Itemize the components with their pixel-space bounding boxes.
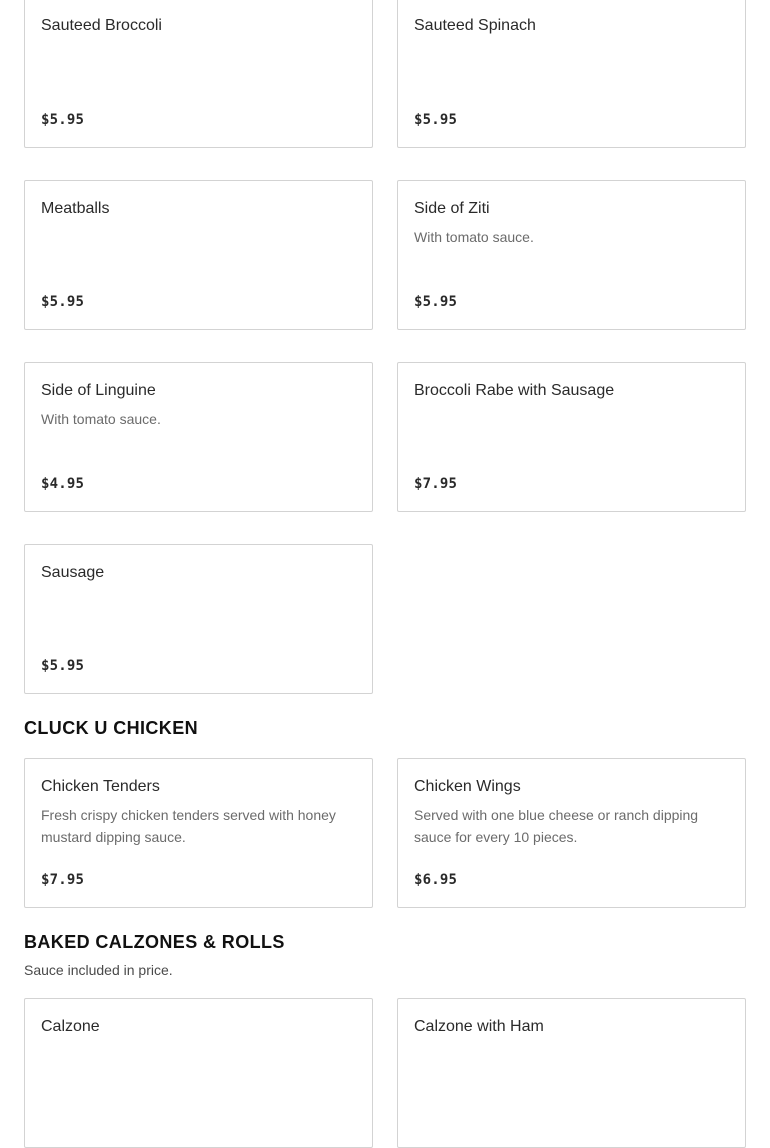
- item-name: Calzone with Ham: [414, 1018, 544, 1035]
- menu-item-card[interactable]: [24, 998, 373, 1148]
- item-description: With tomato sauce.: [414, 229, 534, 245]
- item-price: $7.95: [414, 476, 458, 492]
- chicken-item-grid: [24, 758, 746, 908]
- item-price: $5.95: [41, 658, 85, 674]
- section-title-baked-calzones: BAKED CALZONES & ROLLS: [24, 932, 285, 952]
- item-name: Chicken Tenders: [41, 778, 160, 795]
- menu-item-card[interactable]: [397, 0, 746, 148]
- menu-item-card[interactable]: [24, 758, 373, 908]
- sides-item-grid: [24, 0, 746, 694]
- item-name: Side of Ziti: [414, 200, 490, 217]
- item-name: Side of Linguine: [41, 382, 156, 399]
- item-name: Broccoli Rabe with Sausage: [414, 382, 615, 399]
- menu-item-card[interactable]: [397, 180, 746, 330]
- item-price: $5.95: [41, 294, 85, 310]
- menu-item-card[interactable]: [397, 998, 746, 1148]
- item-price: $5.95: [414, 112, 458, 128]
- item-name: Sausage: [41, 564, 105, 581]
- section-note: Sauce included in price.: [24, 962, 173, 978]
- item-price: $7.95: [41, 872, 85, 888]
- menu-item-card[interactable]: [24, 362, 373, 512]
- calzone-item-grid: [24, 998, 746, 1148]
- item-description: Fresh crispy chicken tenders served with honey mustard dipping sauce.: [41, 807, 336, 845]
- menu-item-card[interactable]: [24, 544, 373, 694]
- item-description: Served with one blue cheese or ranch dipping sauce for every 10 pieces.: [414, 807, 699, 845]
- item-price: $4.95: [41, 476, 85, 492]
- menu-item-card[interactable]: [24, 180, 373, 330]
- item-name: Sauteed Broccoli: [41, 17, 162, 34]
- menu-item-card[interactable]: [397, 758, 746, 908]
- item-name: Calzone: [41, 1018, 100, 1035]
- item-name: Chicken Wings: [414, 778, 521, 795]
- menu-item-card[interactable]: [24, 0, 373, 148]
- item-name: Sauteed Spinach: [414, 17, 536, 34]
- item-name: Meatballs: [41, 200, 110, 217]
- menu-item-card[interactable]: [397, 362, 746, 512]
- item-price: $5.95: [414, 294, 458, 310]
- item-description: With tomato sauce.: [41, 411, 161, 427]
- item-price: $6.95: [414, 872, 458, 888]
- section-title-cluck-u-chicken: CLUCK U CHICKEN: [24, 718, 198, 738]
- item-price: $5.95: [41, 112, 85, 128]
